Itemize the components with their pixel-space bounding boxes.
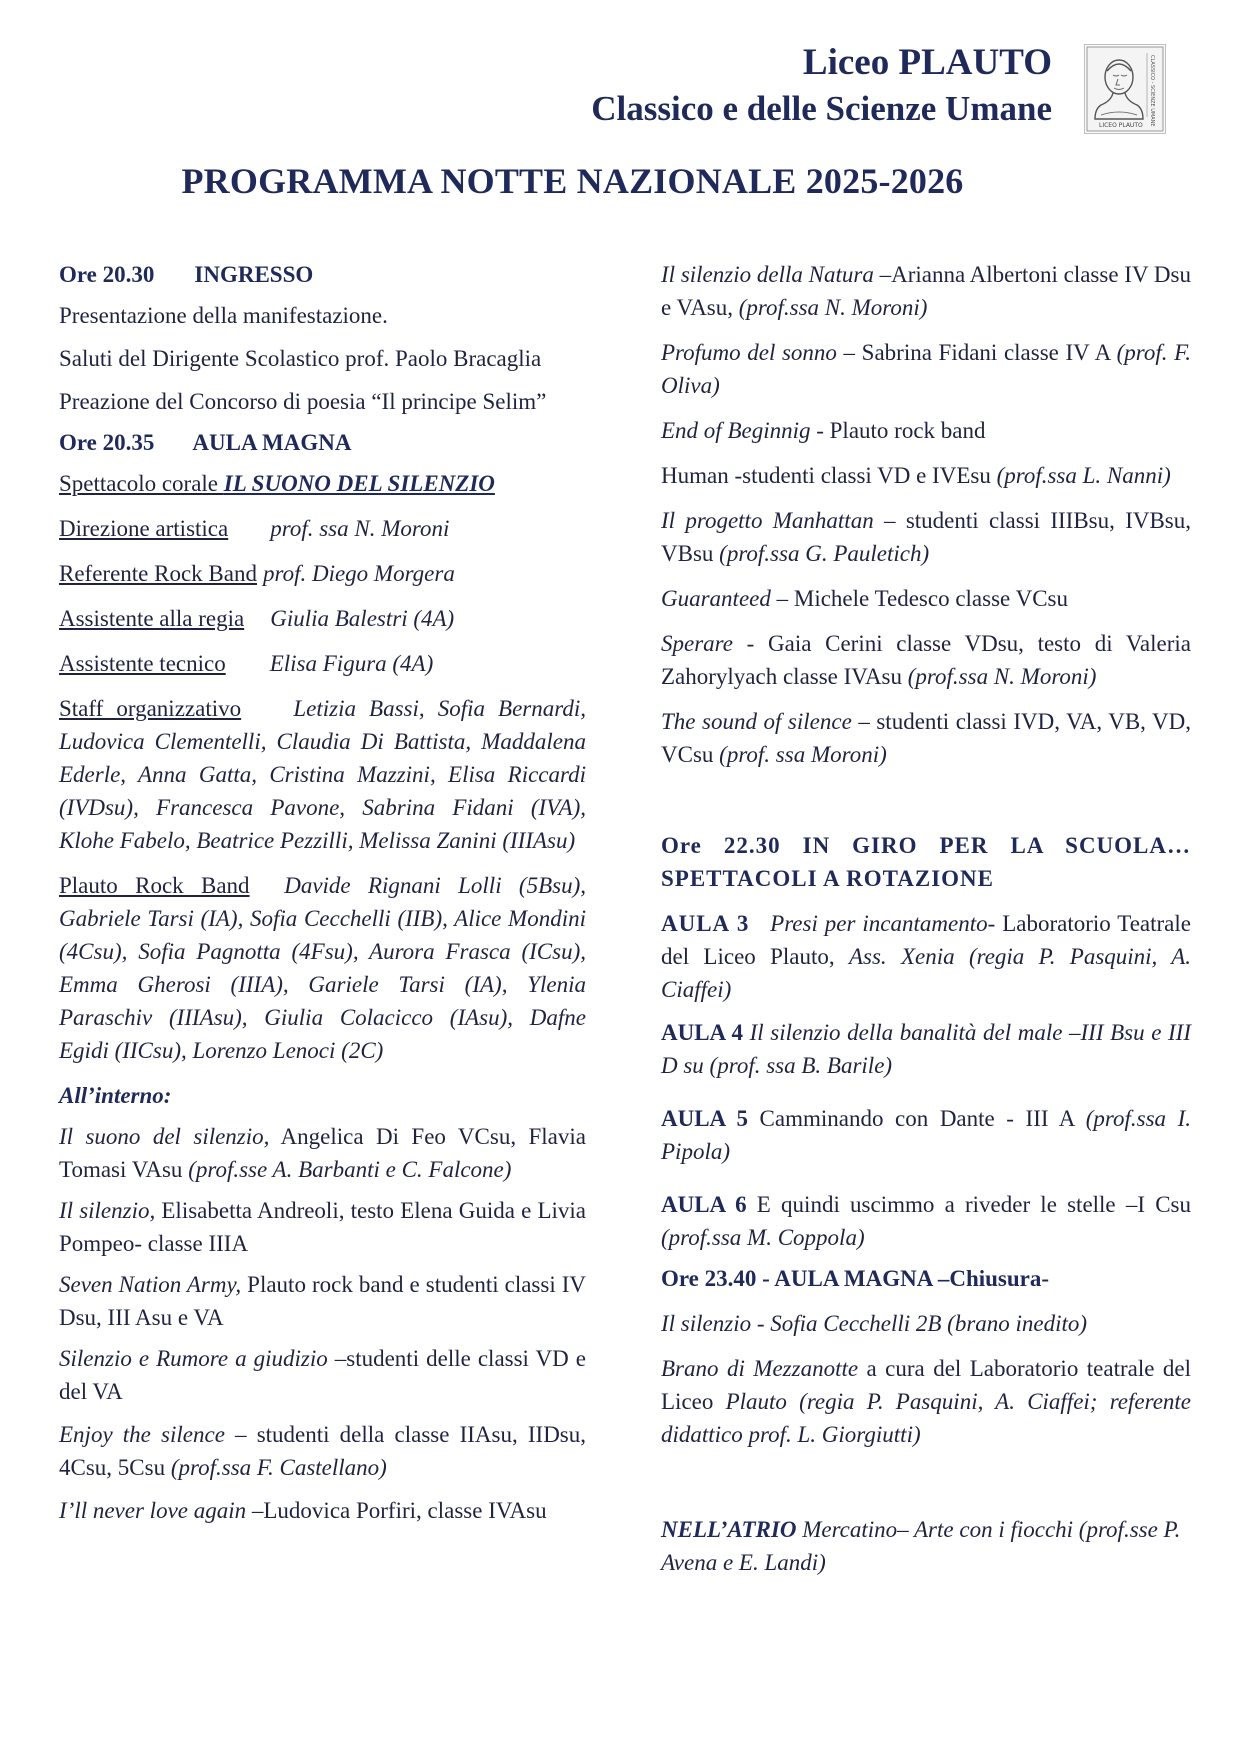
program-item	[59, 1120, 586, 1186]
program-item	[59, 1418, 586, 1484]
atrium-desc: Mercatino– Arte con i fiocchi (prof.sse P. Avena e E. Landi)	[661, 1517, 1181, 1575]
credit-value: Letizia Bassi, Sofia Bernardi, Ludovica Clementelli, Claudia Di Battista, Maddalena Ederle, Anna Gatta, Cristina Mazzini, Elisa Riccardi (IVDsu), Francesca Pavone, Sabrina Fidani (IVA), Klohe Fabelo, Beatrice Pezzilli, Melissa Zanini (IIIAsu)	[59, 696, 586, 853]
item-teacher: (prof.ssa N. Moroni)	[907, 664, 1097, 689]
item-teacher: (prof.ssa G. Pauletich)	[719, 541, 930, 566]
item-desc: a cura del Laboratorio teatrale del Liceo	[661, 1356, 1191, 1414]
credit-value: Davide Rignani Lolli (5Bsu), Gabriele Tarsi (IA), Sofia Cecchelli (IIB), Alice Mondini (4Csu), Sofia Pagnotta (4Fsu), Aurora Frasca (ICsu), Emma Gherosi (IIIA), Gariele Tarsi (IA), Ylenia Paraschiv (IIIAsu), Giulia Colacicco (IAsu), Dafne Egidi (IICsu), Lorenzo Lenoci (2C)	[59, 873, 586, 1063]
item-teacher: (prof.sse A. Barbanti e C. Falcone)	[188, 1157, 512, 1182]
show-title: IL SUONO DEL SILENZIO	[223, 471, 495, 496]
program-item	[59, 1268, 586, 1334]
show-label: Spettacolo corale	[59, 471, 224, 496]
item-performers: –Arianna Albertoni classe IV Dsu e VAsu,	[661, 262, 1191, 320]
item-title: Il progetto Manhattan	[661, 508, 874, 533]
school-logo	[1084, 44, 1166, 134]
item-performers: –studenti delle classi VD e del VA	[59, 1346, 587, 1404]
item-performers: –Ludovica Porfiri, classe IVAsu	[246, 1498, 547, 1523]
room-label: AULA 6	[661, 1192, 747, 1217]
room-label: AULA 4	[661, 1020, 744, 1045]
item-performers: – studenti della classe IIAsu, IIDsu, 4Csu, 5Csu	[59, 1422, 586, 1480]
program-item	[661, 336, 1191, 402]
item-performers: - Plauto rock band	[810, 418, 986, 443]
room-show-desc: Laboratorio Teatrale del Liceo Plauto,	[661, 911, 1191, 969]
item-performers: – Sabrina Fidani classe IV A	[836, 340, 1117, 365]
item-performers: – studenti classi IIIBsu, IVBsu, VBsu	[661, 508, 1192, 566]
room-item	[661, 1188, 1191, 1254]
room-item	[661, 1102, 1191, 1168]
school-name-line2: Classico e delle Scienze Umane	[591, 89, 1052, 128]
credit-value: prof. Diego Morgera	[262, 561, 455, 586]
item-title: Seven Nation Army,	[59, 1272, 242, 1297]
room-show-note: Ass. Xenia (regia P. Pasquini, A. Ciaffei)	[661, 944, 1191, 1002]
credit-tecnico	[59, 647, 586, 680]
school-name	[591, 40, 1052, 132]
item-performers: Elisabetta Andreoli, testo Elena Guida e Livia Pompeo- classe IIIA	[59, 1198, 586, 1256]
inside-heading: All’interno:	[59, 1083, 172, 1108]
credit-label: Assistente tecnico	[59, 651, 226, 676]
left-column	[59, 258, 586, 1527]
svg-text:LICEO PLAUTO: LICEO PLAUTO	[1099, 122, 1143, 129]
item-title: Il silenzio della Natura	[661, 262, 874, 287]
room-item	[661, 1016, 1191, 1082]
item-title: Il suono del silenzio,	[59, 1124, 270, 1149]
item-title: Brano di Mezzanotte	[661, 1356, 859, 1381]
item-title: Silenzio e Rumore a giudizio	[59, 1346, 328, 1371]
item-teacher: (prof.ssa F. Castellano)	[170, 1455, 387, 1480]
page-title: PROGRAMMA NOTTE NAZIONALE 2025-2026	[181, 161, 964, 201]
item-teacher: (prof. F. Oliva)	[661, 340, 1191, 398]
bust-logo-icon	[1085, 45, 1165, 133]
credit-value: Elisa Figura (4A)	[269, 651, 434, 676]
poetry-contest-paragraph: Preazione del Concorso di poesia “Il principe Selim”	[59, 389, 547, 414]
credit-label: Plauto Rock Band	[59, 873, 250, 898]
item-title: The sound of silence	[661, 709, 852, 734]
greetings-paragraph: Saluti del Dirigente Scolastico prof. Paolo Bracaglia	[59, 346, 542, 371]
time-label: Ore 20.35	[59, 430, 155, 455]
item-title: Il silenzio,	[59, 1198, 156, 1223]
item-performers: – Michele Tedesco classe VCsu	[770, 586, 1068, 611]
credit-regia	[59, 602, 586, 635]
room-label: AULA 3	[661, 911, 750, 936]
section-label: INGRESSO	[194, 262, 314, 287]
room-show-desc: E quindi uscimmo a riveder le stelle –I Csu	[746, 1192, 1191, 1217]
credit-staff	[59, 692, 586, 857]
item-title: Profumo del sonno	[661, 340, 837, 365]
intro-paragraph: Presentazione della manifestazione.	[59, 303, 388, 328]
show-title-line	[59, 467, 586, 500]
section-label: AULA MAGNA	[192, 430, 352, 455]
time-label: Ore 20.30	[59, 262, 155, 287]
program-item	[661, 582, 1191, 615]
program-item	[59, 1342, 586, 1408]
credit-label: Referente Rock Band	[59, 561, 257, 586]
program-item	[661, 414, 1191, 447]
item-performers: Plauto rock band e studenti classi IV Dsu, III Asu e VA	[59, 1272, 586, 1330]
item-note: Plauto (regia P. Pasquini, A. Ciaffei; referente didattico prof. L. Giorgiutti)	[661, 1389, 1191, 1447]
closing-item: Il silenzio - Sofia Cecchelli 2B (brano inedito)	[661, 1311, 1088, 1336]
room-show-desc: Camminando con Dante - III A	[747, 1106, 1086, 1131]
atrium-item	[661, 1513, 1191, 1579]
program-item	[661, 705, 1191, 771]
item-teacher: (prof.ssa N. Moroni)	[738, 295, 928, 320]
program-item	[59, 1194, 586, 1260]
item-teacher: (prof. ssa Moroni)	[719, 742, 887, 767]
item-title: End of Beginnig	[661, 418, 811, 443]
item-teacher: (prof.ssa L. Nanni)	[996, 463, 1171, 488]
credit-referente	[59, 557, 586, 590]
room-item	[661, 907, 1191, 1006]
right-column	[661, 258, 1191, 1579]
credit-value: prof. ssa N. Moroni	[270, 516, 450, 541]
credit-direzione	[59, 512, 586, 545]
credit-label: Staff organizzativo	[59, 696, 242, 721]
room-show-title: Presi per incantamento-	[770, 911, 996, 936]
program-item	[59, 1494, 586, 1527]
room-show-note: (prof.ssa I. Pipola)	[661, 1106, 1192, 1164]
program-item	[661, 258, 1191, 324]
item-title: Sperare	[661, 631, 733, 656]
section-aula-magna-heading	[59, 426, 586, 459]
item-title: I’ll never love again	[59, 1498, 247, 1523]
credit-band	[59, 869, 586, 1067]
item-title: Guaranteed	[661, 586, 771, 611]
room-show-note: (prof.ssa M. Coppola)	[661, 1225, 865, 1250]
item-performers: – studenti classi IVD, VA, VB, VD, VCsu	[661, 709, 1191, 767]
rotation-heading: Ore 22.30 IN GIRO PER LA SCUOLA… SPETTACOLI A ROTAZIONE	[661, 833, 1191, 891]
section-ingresso-heading	[59, 258, 586, 291]
closing-item	[661, 1352, 1191, 1451]
credit-label: Assistente alla regia	[59, 606, 245, 631]
item-title: Enjoy the silence	[59, 1422, 225, 1447]
room-label: AULA 5	[661, 1106, 748, 1131]
room-show-desc: Il silenzio della banalità del male –III Bsu e III D su (prof. ssa B. Barile)	[661, 1020, 1191, 1078]
item-performers: Angelica Di Feo VCsu, Flavia Tomasi VAsu	[59, 1124, 586, 1182]
item-performers: Human -studenti classi VD e IVEsu	[661, 463, 997, 488]
item-performers: - Gaia Cerini classe VDsu, testo di Valeria Zahorylyach classe IVAsu	[661, 631, 1191, 689]
closing-heading: Ore 23.40 - AULA MAGNA –Chiusura-	[661, 1266, 1050, 1291]
credit-value: Giulia Balestri (4A)	[270, 606, 455, 631]
svg-text:CLASSICO - SCIENZE UMANE: CLASSICO - SCIENZE UMANE	[1149, 55, 1155, 127]
school-name-line1: Liceo PLAUTO	[802, 42, 1052, 83]
program-item	[661, 459, 1191, 492]
credit-label: Direzione artistica	[59, 516, 229, 541]
atrium-label: NELL’ATRIO	[661, 1517, 797, 1542]
program-item	[661, 627, 1191, 693]
program-item	[661, 504, 1191, 570]
